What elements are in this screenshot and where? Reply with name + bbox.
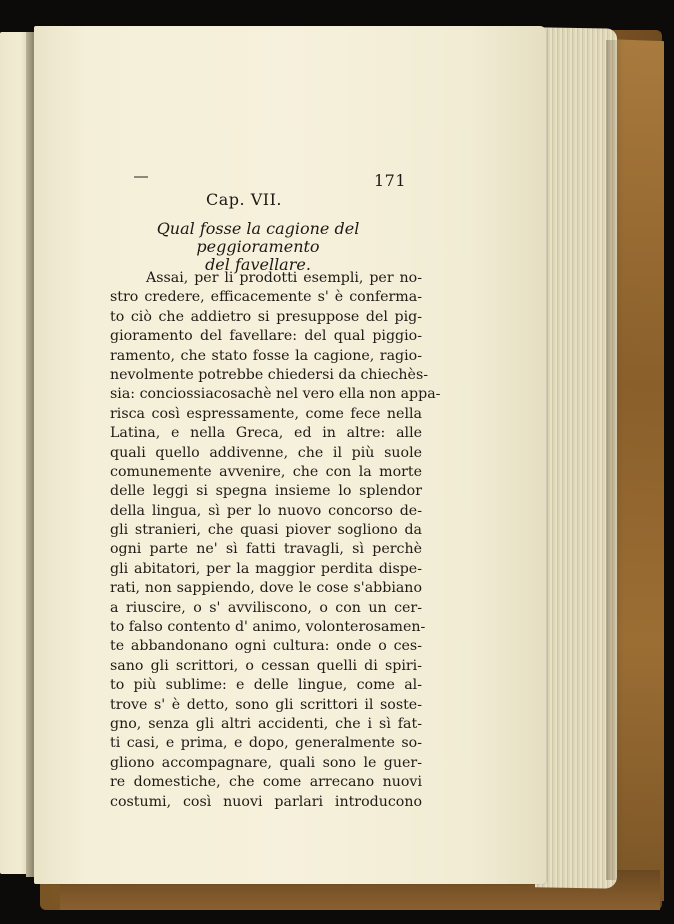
chapter-title-line: Qual fosse la cagione del peggioramento bbox=[156, 219, 360, 256]
text-line: gno, senza gli altri accidenti, che i sì fat- bbox=[110, 715, 422, 732]
text-line: Latina, e nella Greca, ed in altre: alle bbox=[110, 425, 422, 442]
text-line: costumi, così nuovi parlari introducono bbox=[110, 793, 422, 810]
text-line: ramento, che stato fosse la cagione, ragio- bbox=[110, 347, 422, 364]
page-edges bbox=[535, 27, 617, 888]
text-line: nevolmente potrebbe chiedersi da chiechès- bbox=[110, 366, 429, 383]
text-line: rati, non sappiendo, dove le cose s'abbiano bbox=[110, 580, 422, 597]
text-line: ogni parte ne' sì fatti travagli, sì perchè bbox=[110, 541, 422, 558]
text-line: to più sublime: e delle lingue, come al- bbox=[110, 677, 422, 694]
text-line: ti casi, e prima, e dopo, generalmente so- bbox=[110, 735, 422, 752]
text-line: gli abitatori, per la maggior perdita dispe- bbox=[110, 560, 422, 577]
text-line: sia: conciossiacosachè nel vero ella non appa- bbox=[110, 386, 441, 403]
page-number: 171 bbox=[374, 171, 407, 190]
text-line: to ciò che addietro si presuppose del pig- bbox=[110, 308, 422, 325]
text-line: re domestiche, che come arrecano nuovi bbox=[110, 774, 422, 791]
right-page bbox=[34, 26, 546, 884]
chapter-heading: Cap. VII. bbox=[206, 190, 282, 209]
text-line: gli stranieri, che quasi piover sogliono da bbox=[110, 522, 422, 539]
text-line: comunemente avvenire, che con la morte bbox=[110, 463, 422, 480]
text-line: stro credere, efficacemente s' è conferma- bbox=[110, 289, 422, 306]
text-line: to falso contento d' animo, volonterosamen- bbox=[110, 619, 426, 636]
chapter-title bbox=[98, 220, 418, 274]
text-line: risca così espressamente, come fece nella bbox=[110, 405, 422, 422]
text-line: gliono accompagnare, quali sono le guer- bbox=[110, 754, 422, 771]
text-line: a riuscire, o s' avviliscono, o con un cer- bbox=[110, 599, 422, 616]
text-line: gioramento del favellare: del qual piggio- bbox=[110, 328, 422, 345]
page-edges-shadow bbox=[606, 40, 624, 880]
text-line: sano gli scrittori, o cessan quelli di spiri- bbox=[110, 657, 422, 674]
body-paragraph bbox=[110, 269, 441, 812]
ink-mark bbox=[134, 176, 148, 178]
text-line: della lingua, sì per lo nuovo concorso de- bbox=[110, 502, 422, 519]
text-line: trove s' è detto, sono gli scrittori il soste- bbox=[110, 696, 422, 713]
chapter-title-line: del favellare. bbox=[205, 255, 311, 274]
text-line: delle leggi si spegna insieme lo splendor bbox=[110, 483, 422, 500]
text-line: te abbandonano ogni cultura: onde o ces- bbox=[110, 638, 422, 655]
text-line: Assai, per li prodotti esempli, per no- bbox=[146, 270, 422, 286]
text-line: quali quello addivenne, che il più suole bbox=[110, 444, 422, 461]
